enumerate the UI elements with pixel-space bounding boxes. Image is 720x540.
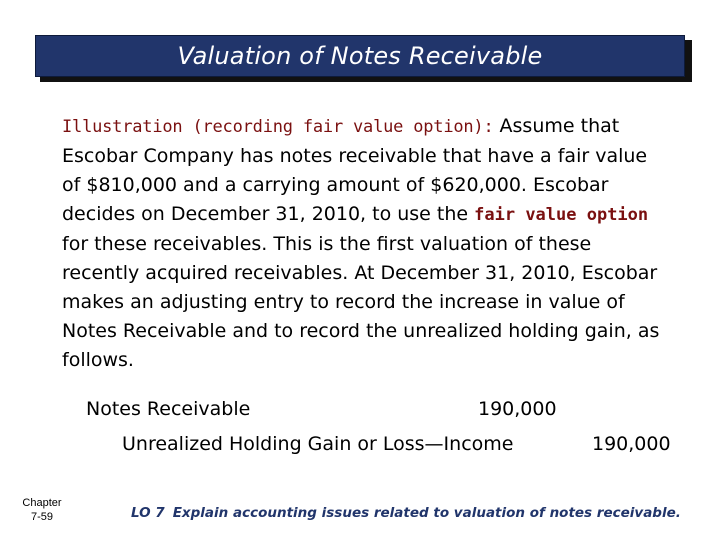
chapter-page: 7-59 [30, 511, 54, 523]
body-text-2: for these receivables. This is the first valuation of these recently acquired receivables. At December 31, 2010, Escobar makes an adjusting entry to record the increase in value of Notes Receivable and to record the unrealized holding gain, as follows. [62, 233, 660, 371]
fair-value-option-emphasis: fair value option [474, 205, 649, 225]
learning-objective [131, 505, 681, 521]
body-paragraph [62, 112, 662, 375]
lo-text: Explain accounting issues related to valuation of notes receivable. [172, 505, 681, 521]
debit-amount: 190,000 [478, 398, 557, 420]
chapter-label: Chapter [22, 497, 62, 509]
credit-account: Unrealized Holding Gain or Loss—Income [122, 433, 514, 455]
lo-tag: LO 7 [131, 505, 165, 521]
illustration-lead: Illustration (recording fair value option): [62, 117, 494, 137]
debit-account: Notes Receivable [86, 398, 251, 420]
slide-title: Valuation of Notes Receivable [177, 42, 543, 70]
body-text-1: Assume that Escobar Company has notes receivable that have a fair value of $810,000 and a carrying amount of $620,000. Escobar decides on December 31, 2010, to use the [62, 115, 648, 225]
chapter-marker [18, 496, 66, 524]
title-bar [35, 35, 685, 77]
credit-amount: 190,000 [592, 433, 671, 455]
